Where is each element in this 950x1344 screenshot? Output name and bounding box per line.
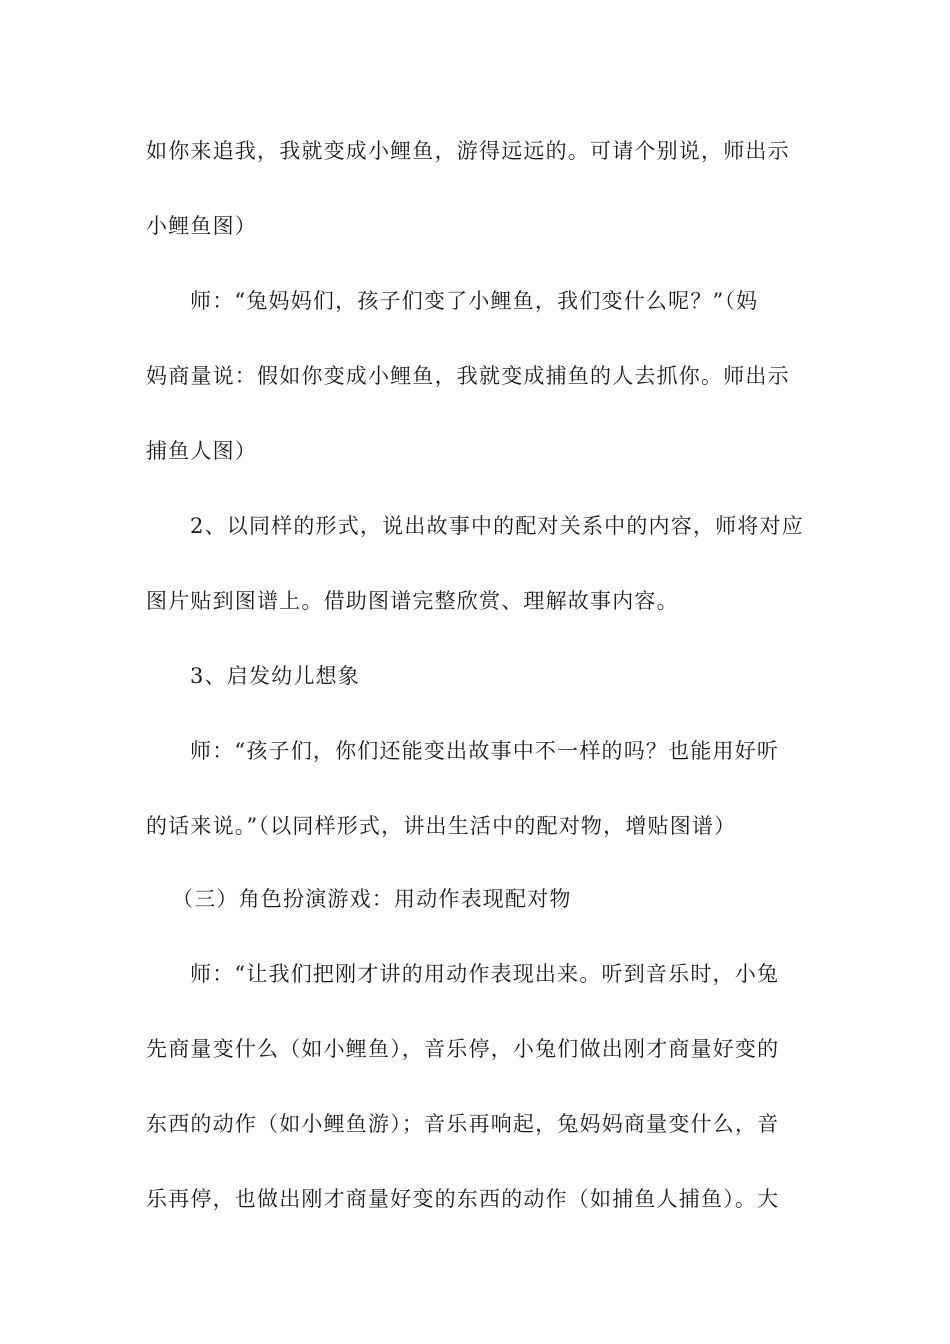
text-line: 师：“孩子们，你们还能变出故事中不一样的吗？也能用好听 xyxy=(190,739,780,763)
text-line: 的话来说。”（以同样形式，讲出生活中的配对物，增贴图谱） xyxy=(146,814,737,838)
text-line: 2、以同样的形式，说出故事中的配对关系中的内容，师将对应 xyxy=(190,514,804,538)
text-line: 师：“兔妈妈们，孩子们变了小鲤鱼，我们变什么呢？”（妈 xyxy=(190,289,759,313)
text-line: 图片贴到图谱上。借助图谱完整欣赏、理解故事内容。 xyxy=(146,589,679,613)
text-line: 捕鱼人图） xyxy=(146,439,257,463)
text-line: 3、启发幼儿想象 xyxy=(190,664,360,688)
text-line: 如你来追我，我就变成小鲤鱼，游得远远的。可请个别说，师出示 xyxy=(146,139,790,163)
text-line: 东西的动作（如小鲤鱼游）；音乐再响起，兔妈妈商量变什么，音 xyxy=(146,1112,780,1136)
text-line: 师：“让我们把刚才讲的用动作表现出来。听到音乐时，小兔 xyxy=(190,962,780,986)
text-line: 小鲤鱼图） xyxy=(146,214,257,238)
text-line: 先商量变什么（如小鲤鱼），音乐停，小兔们做出刚才商量好变的 xyxy=(146,1037,780,1061)
text-line: 妈商量说：假如你变成小鲤鱼，我就变成捕鱼的人去抓你。师出示 xyxy=(146,364,790,388)
section-heading: （三）角色扮演游戏：用动作表现配对物 xyxy=(172,887,572,911)
text-line: 乐再停，也做出刚才商量好变的东西的动作（如捕鱼人捕鱼）。大 xyxy=(146,1187,780,1211)
